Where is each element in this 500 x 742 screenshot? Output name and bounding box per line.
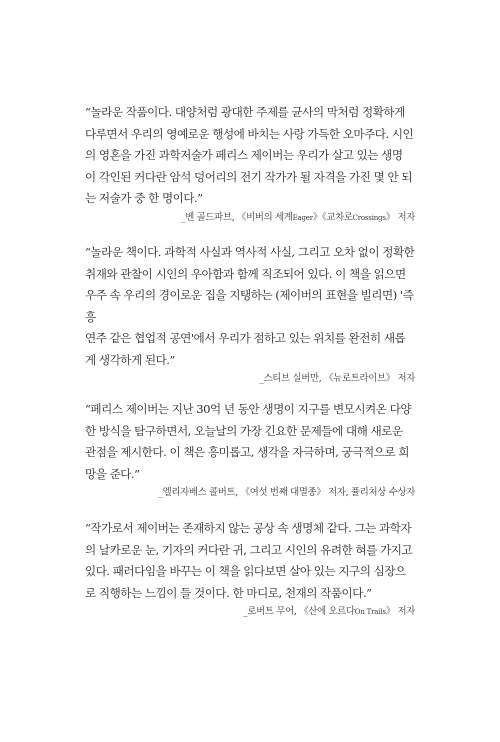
original-title: Eager: [292, 213, 313, 222]
endorsement-quote: “놀라운 책이다. 과학적 사실과 역사적 사실, 그리고 오차 없이 정확한 취재와 관찰이 시인의 우아함과 함께 직조되어 있다. 이 책을 읽으면 우주 속 우리의 경이로운 집을 지탱하는 (제이버의 표현을 빌리면) '즉흥 연주 같은 협업적 공연'에서 우리가 점하고 있는 위치를 완전히 새롭 게 생각하게 된다.”: [85, 245, 415, 367]
endorsement-quote: “놀라운 작품이다. 대양처럼 광대한 주제를 균사의 막처럼 정확하게 다루면서 우리의 영예로운 행성에 바치는 사랑 가득한 오마주다. 시인 의 영혼을 가진 과학저술가 페리스 제이버는 우리가 살고 있는 생명 이 각인된 커다란 암석 덩어리의 전기 작가가 될 자격을 가진 몇 안 되 는 저술가 중 한 명이다.”: [85, 105, 414, 205]
attribution-text: 》 저자: [385, 606, 415, 617]
endorsement-quote: “페리스 제이버는 지난 30억 년 동안 생명이 지구를 변모시켜온 다양 한 방식을 탐구하면서, 오늘날의 가장 긴요한 문제들에 대해 새로운 관점을 제시한다. 이 책은 흥미롭고, 생각을 자극하며, 궁극적으로 희 망을 준다.”: [85, 402, 412, 481]
attribution-text: _로버트 무어, 《산에 오르다: [243, 606, 355, 617]
endorsement-block: [85, 242, 415, 386]
endorsement-quote: “작가로서 제이버는 존재하지 않는 공상 속 생명체 같다. 그는 과학자 의 날카로운 눈, 기자의 커다란 귀, 그리고 시인의 유려한 혀를 가지고 있다. 패러다임을 바꾸는 이 책을 읽다보면 살아 있는 지구의 심장으 로 직행하는 느낌이 들 것이다. 한 마디로, 천재의 작품이다.”: [85, 521, 413, 600]
endorsement-attribution: [85, 211, 415, 225]
endorsement-attribution: [85, 605, 415, 619]
attribution-text: 》《교차로: [312, 211, 353, 223]
original-title: Crossings: [352, 213, 386, 222]
endorsement-attribution: _엘리자베스 콜버트, 《여섯 번째 대멸종》 저자, 퓰리처상 수상자: [158, 487, 415, 498]
original-title: On Trails: [354, 608, 386, 616]
endorsement-attribution: _스티브 실버만, 《뉴로트라이브》 저자: [259, 373, 415, 384]
attribution-text: _벤 골드파브, 《비버의 세계: [180, 211, 293, 223]
attribution-text: 》 저자: [385, 211, 415, 223]
endorsement-block: [85, 102, 415, 225]
endorsement-block: [85, 518, 415, 619]
endorsement-block: [85, 399, 415, 500]
